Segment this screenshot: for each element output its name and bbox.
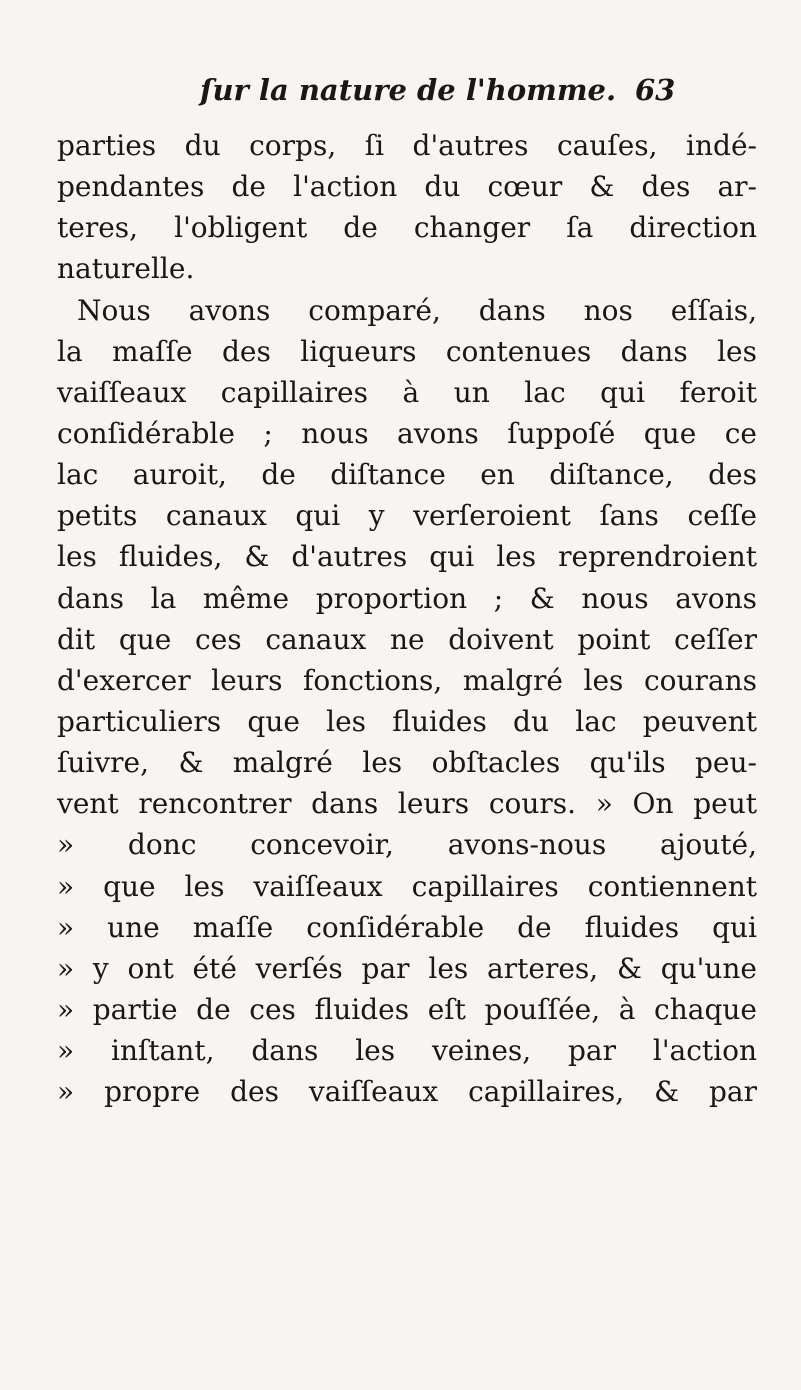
text-line: » y ont été verſés par les arteres, & qu'une <box>57 951 757 985</box>
text-line: pendantes de l'action du cœur & des ar- <box>57 170 757 204</box>
text-line: Nous avons comparé, dans nos eſſais, <box>77 293 757 327</box>
text-line: d'exercer leurs fonctions, malgré les courans <box>57 663 757 697</box>
text-line: » propre des vaiſſeaux capillaires, & par <box>57 1075 757 1109</box>
text-line: lac auroit, de diſtance en diſtance, des <box>57 458 757 492</box>
text-line: » partie de ces fluides eſt pouſſée, à chaque <box>57 992 757 1026</box>
text-line: petits canaux qui y verſeroient ſans ceſſe <box>57 499 757 533</box>
text-line: ſuivre, & malgré les obſtacles qu'ils peu- <box>57 746 757 780</box>
text-line: dit que ces canaux ne doivent point ceſſer <box>57 622 757 656</box>
text-line: » une maſſe conſidérable de fluides qui <box>57 910 757 944</box>
running-head <box>200 70 676 110</box>
text-line: teres, l'obligent de changer ſa direction <box>57 211 757 245</box>
page-number: 63 <box>635 73 676 107</box>
text-line: » donc concevoir, avons-nous ajouté, <box>57 828 757 862</box>
body-text <box>57 125 757 1112</box>
text-line: vaiſſeaux capillaires à un lac qui feroit <box>57 375 757 409</box>
text-line: vent rencontrer dans leurs cours. » On peut <box>57 787 757 821</box>
text-line: » que les vaiſſeaux capillaires contiennent <box>57 869 757 903</box>
running-title: ſur la nature de l'homme. <box>200 73 617 107</box>
text-line: parties du corps, ſi d'autres cauſes, indé- <box>57 129 757 162</box>
text-line: dans la même proportion ; & nous avons <box>57 581 757 615</box>
text-line: particuliers que les fluides du lac peuvent <box>57 704 757 738</box>
text-line: la maſſe des liqueurs contenues dans les <box>57 334 757 368</box>
text-line: » inſtant, dans les veines, par l'action <box>57 1034 757 1068</box>
text-line: conſidérable ; nous avons ſuppoſé que ce <box>57 416 757 450</box>
text-line: naturelle. <box>57 252 195 286</box>
text-line: les fluides, & d'autres qui les reprendroient <box>57 540 757 574</box>
